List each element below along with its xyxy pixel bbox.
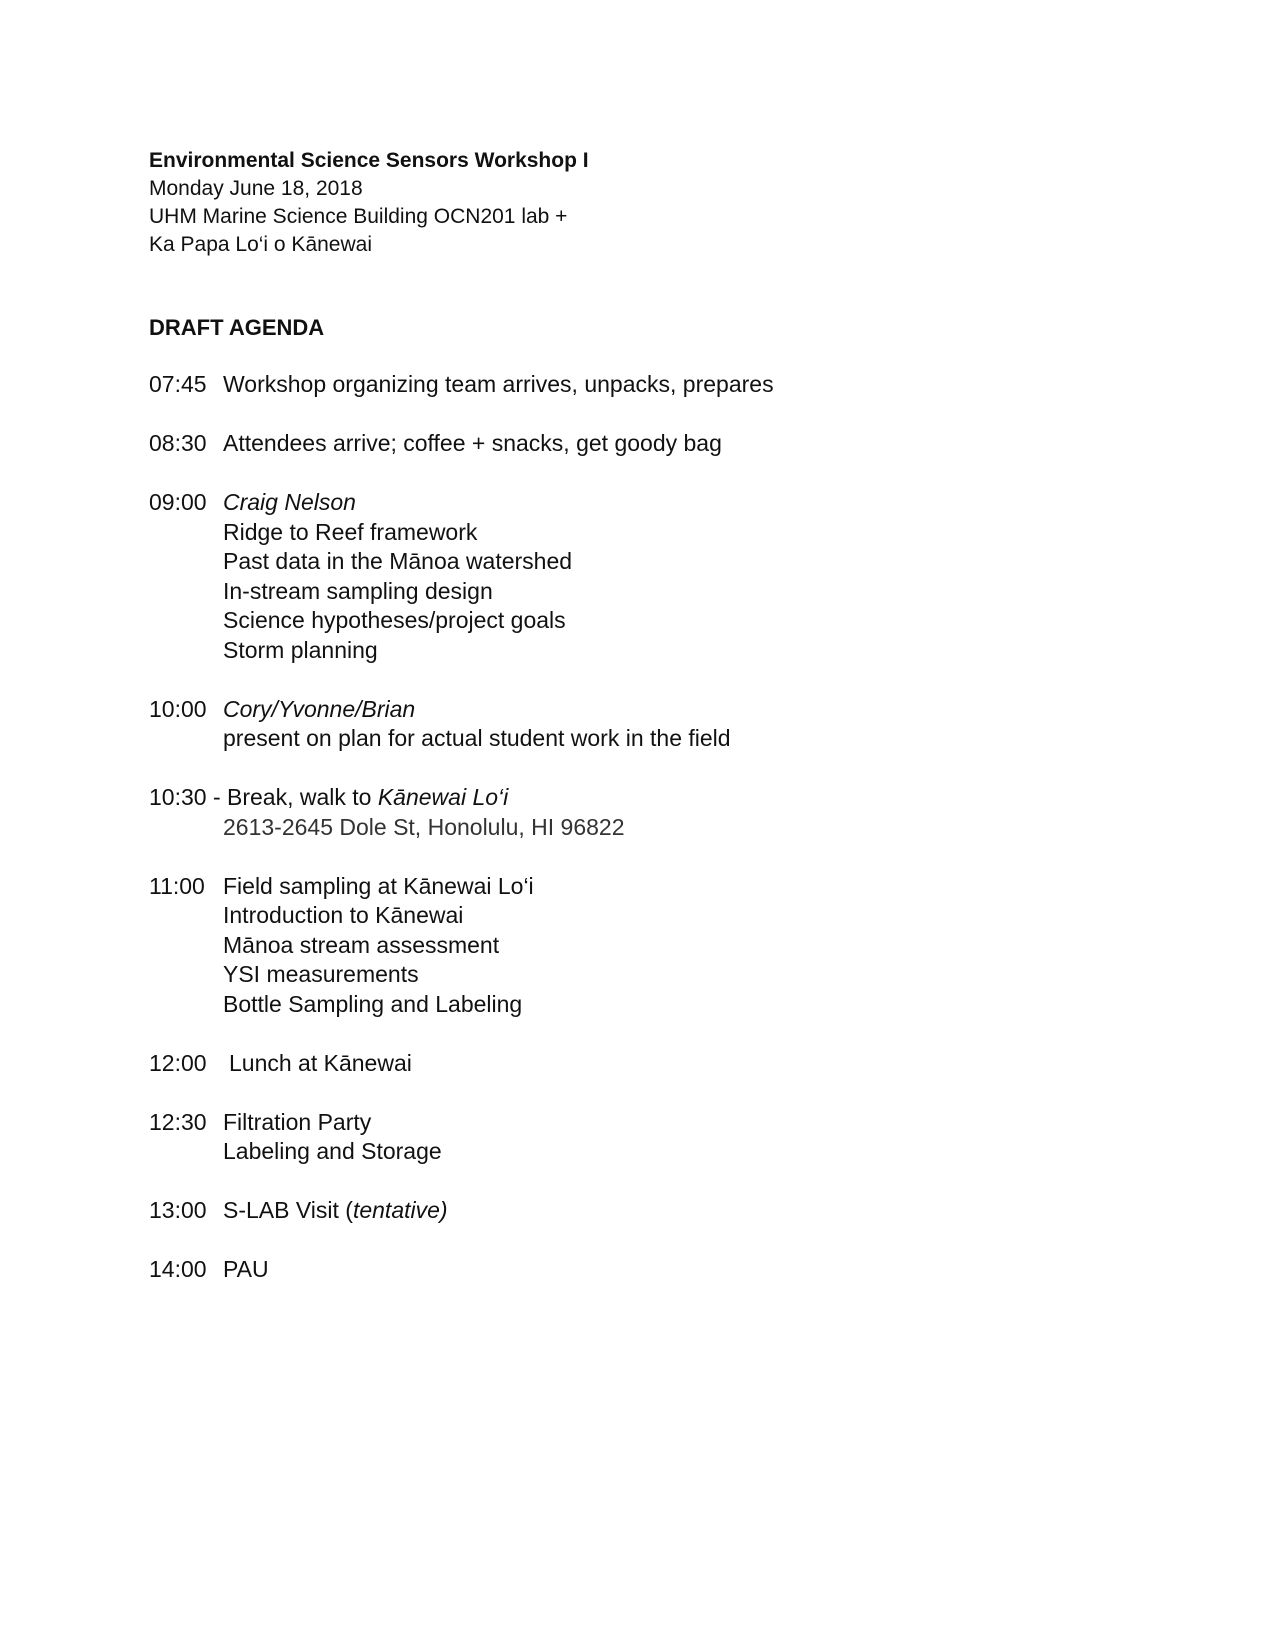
agenda-subitem: Bottle Sampling and Labeling xyxy=(223,990,523,1017)
agenda-heading: DRAFT AGENDA xyxy=(149,315,325,340)
workshop-location-line-1: UHM Marine Science Building OCN201 lab + xyxy=(149,205,568,228)
agenda-subitem: Labeling and Storage xyxy=(223,1138,442,1164)
agenda-item-1000 xyxy=(149,695,1149,754)
agenda-text: Workshop organizing team arrives, unpacks, prepares xyxy=(223,371,774,397)
agenda-subitem: present on plan for actual student work in the field xyxy=(223,725,731,751)
agenda-text: Field sampling at Kānewai Lo‘i xyxy=(223,872,534,899)
workshop-date: Monday June 18, 2018 xyxy=(149,177,363,200)
agenda-time: 10:00 xyxy=(149,695,207,722)
agenda-speaker: Craig Nelson xyxy=(223,489,356,515)
document-page xyxy=(149,147,1149,1314)
agenda-text: Break, walk to xyxy=(227,784,378,810)
agenda-note: tentative) xyxy=(352,1197,448,1223)
agenda-subitem: Past data in the Mānoa watershed xyxy=(223,548,573,574)
agenda-item-1100 xyxy=(149,872,1149,1020)
agenda-subitem: Ridge to Reef framework xyxy=(223,518,478,545)
agenda-time: 11:00 xyxy=(149,872,205,899)
agenda-item-1030 xyxy=(149,783,1149,842)
agenda-subitem: Storm planning xyxy=(223,636,378,663)
workshop-location-line-2: Ka Papa Lo‘i o Kānewai xyxy=(149,233,372,256)
agenda-time: 08:30 xyxy=(149,430,207,456)
agenda-text: Lunch at Kānewai xyxy=(229,1049,412,1076)
agenda-time: 12:00 xyxy=(149,1049,207,1076)
agenda-item-0745 xyxy=(149,370,1149,400)
agenda-item-1200 xyxy=(149,1049,1149,1079)
agenda-address: 2613-2645 Dole St, Honolulu, HI 96822 xyxy=(223,813,625,840)
agenda-time: 13:00 xyxy=(149,1197,207,1223)
agenda-time: 10:30 - xyxy=(149,784,221,810)
agenda-item-0900 xyxy=(149,488,1149,665)
workshop-title: Environmental Science Sensors Workshop I xyxy=(149,149,589,172)
agenda-place: Kānewai Lo‘i xyxy=(377,784,509,810)
agenda-subitem: Introduction to Kānewai xyxy=(223,902,464,928)
agenda-text: Filtration Party xyxy=(223,1108,372,1135)
agenda-item-1230 xyxy=(149,1108,1149,1167)
agenda-item-1300 xyxy=(149,1196,1149,1226)
agenda-time: 09:00 xyxy=(149,489,207,515)
agenda-item-0830 xyxy=(149,429,1149,459)
agenda-subitem: Mānoa stream assessment xyxy=(223,931,500,958)
agenda-subitem: Science hypotheses/project goals xyxy=(223,607,566,633)
agenda-subitem: In-stream sampling design xyxy=(223,577,493,604)
agenda-text: Attendees arrive; coffee + snacks, get goody bag xyxy=(223,430,722,456)
agenda-text: PAU xyxy=(223,1256,269,1282)
agenda-item-1400 xyxy=(149,1255,1149,1285)
agenda-list xyxy=(149,370,1149,1285)
agenda-subitem: YSI measurements xyxy=(223,961,419,987)
agenda-time: 14:00 xyxy=(149,1256,207,1282)
agenda-time: 07:45 xyxy=(149,371,207,397)
agenda-speaker: Cory/Yvonne/Brian xyxy=(223,695,416,722)
agenda-text: S-LAB Visit ( xyxy=(223,1197,353,1223)
agenda-time: 12:30 xyxy=(149,1108,207,1135)
